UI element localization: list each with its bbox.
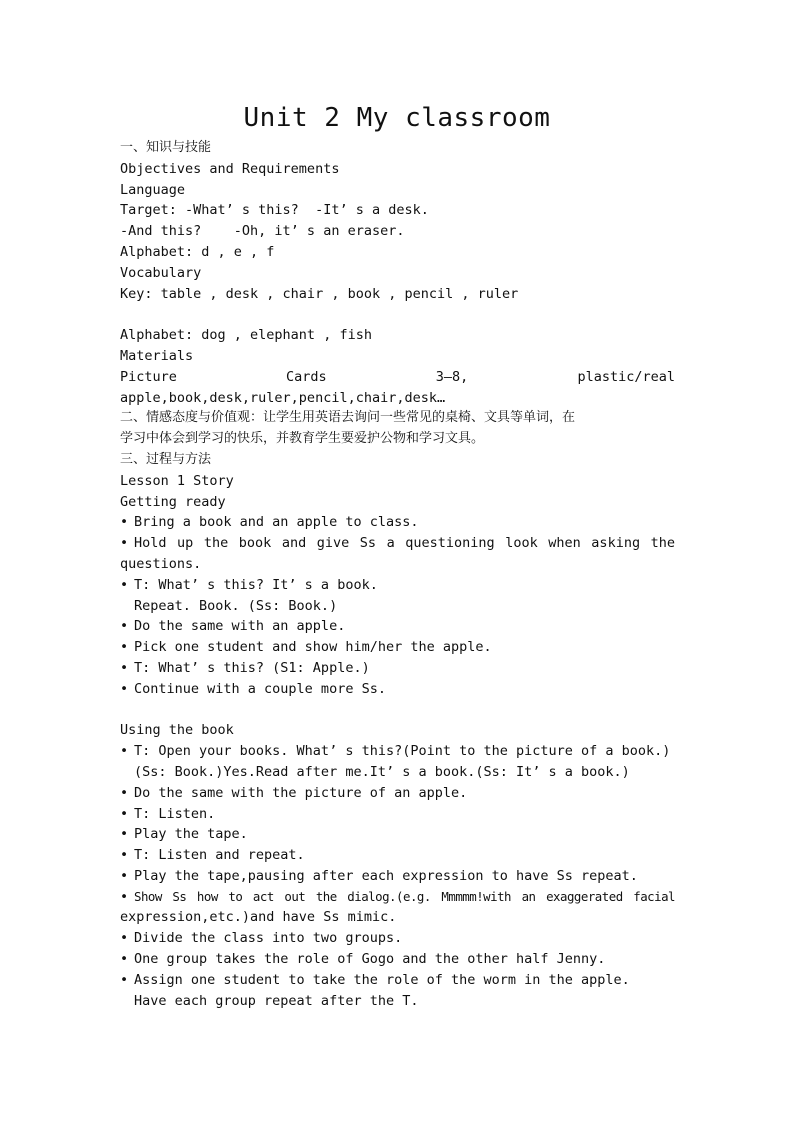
list-item: • Bring a book and an apple to class.	[120, 512, 675, 533]
bullet-icon: •	[120, 971, 129, 988]
list-item: • T: What’ s this? (S1: Apple.)	[120, 658, 675, 679]
bullet-icon: •	[120, 680, 129, 697]
materials-heading: Materials	[120, 347, 194, 364]
objectives-heading: Objectives and Requirements	[120, 160, 340, 177]
bullet-icon: •	[120, 805, 129, 822]
getting-ready-heading: Getting ready	[120, 493, 226, 510]
bullet-icon: •	[120, 639, 129, 656]
list-item: • Pick one student and show him/her the apple.	[120, 637, 675, 658]
section-attitude-line-2: 学习中体会到学习的快乐，并教育学生要爱护公物和学习文具。	[120, 431, 485, 447]
materials-line-1	[120, 367, 675, 388]
list-item: • T: Listen.	[120, 804, 675, 825]
bullet-icon: •	[120, 930, 129, 947]
vocabulary-heading: Vocabulary	[120, 264, 202, 281]
list-item: • T: Listen and repeat.	[120, 845, 675, 866]
lesson-heading: Lesson 1 Story	[120, 472, 234, 489]
language-heading: Language	[120, 181, 186, 198]
list-item: • Hold up the book and give Ss a questioning look when asking the	[120, 533, 675, 554]
bullet-icon: •	[120, 659, 129, 676]
materials-cards: Cards	[286, 368, 327, 385]
bullet-icon: •	[120, 888, 129, 905]
list-item: • Play the tape,pausing after each expression to have Ss repeat.	[120, 866, 675, 887]
bullet-icon: •	[120, 743, 129, 760]
list-item-continuation: questions.	[120, 555, 202, 572]
document-body	[120, 138, 675, 1011]
bullet-icon: •	[120, 951, 129, 968]
list-item: • Divide the class into two groups.	[120, 928, 675, 949]
bullet-icon: •	[120, 535, 129, 552]
alphabet-words-line: Alphabet: dog , elephant , fish	[120, 327, 372, 344]
section-heading-knowledge: 一、知识与技能	[120, 140, 212, 155]
target-line-2: -And this? -Oh, it’ s an eraser.	[120, 223, 405, 240]
materials-range: 3—8,	[435, 368, 469, 385]
page-title: Unit 2 My classroom	[243, 103, 551, 133]
alphabet-line: Alphabet: d , e , f	[120, 243, 275, 260]
list-item: • T: What’ s this? It’ s a book.	[120, 575, 675, 596]
materials-line-2: apple,book,desk,ruler,pencil,chair,desk…	[120, 389, 446, 406]
bullet-icon: •	[120, 576, 129, 593]
list-item-continuation: expression,etc.)and have Ss mimic.	[120, 909, 397, 926]
bullet-icon: •	[120, 867, 129, 884]
key-vocabulary-line: Key: table , desk , chair , book , pencil , ruler	[120, 285, 519, 302]
list-item: • Show Ss how to act out the dialog.(e.g. Mmmmm!with an exaggerated facial	[120, 887, 675, 908]
section-attitude-line-1: 二、情感态度与价值观：让学生用英语去询问一些常见的桌椅、文具等单词，在	[120, 410, 576, 426]
list-item: • Play the tape.	[120, 824, 675, 845]
list-item: • One group takes the role of Gogo and the other half Jenny.	[120, 949, 675, 970]
bullet-icon: •	[120, 847, 129, 864]
using-the-book-heading: Using the book	[120, 722, 234, 739]
materials-plastic: plastic/real	[577, 368, 675, 385]
list-item: • T: Open your books. What’ s this?(Point to the picture of a book.)	[120, 741, 675, 762]
bullet-icon: •	[120, 618, 129, 635]
bullet-icon: •	[120, 514, 129, 531]
list-item-continuation: Repeat. Book. (Ss: Book.)	[134, 597, 338, 614]
materials-picture: Picture	[120, 368, 177, 385]
section-heading-process: 三、过程与方法	[120, 451, 212, 467]
list-item: • Do the same with the picture of an apple.	[120, 783, 675, 804]
bullet-icon: •	[120, 784, 129, 801]
list-item-continuation: Have each group repeat after the T.	[134, 992, 419, 1009]
bullet-icon: •	[120, 826, 129, 843]
list-item: • Do the same with an apple.	[120, 616, 675, 637]
list-item: • Continue with a couple more Ss.	[120, 679, 675, 700]
target-line-1: Target: -What’ s this? -It’ s a desk.	[120, 202, 429, 219]
blank-line	[120, 700, 675, 721]
list-item-continuation: (Ss: Book.)Yes.Read after me.It’ s a book.(Ss: It’ s a book.)	[134, 763, 630, 780]
list-item: • Assign one student to take the role of the worm in the apple.	[120, 970, 675, 991]
blank-line	[120, 304, 675, 325]
